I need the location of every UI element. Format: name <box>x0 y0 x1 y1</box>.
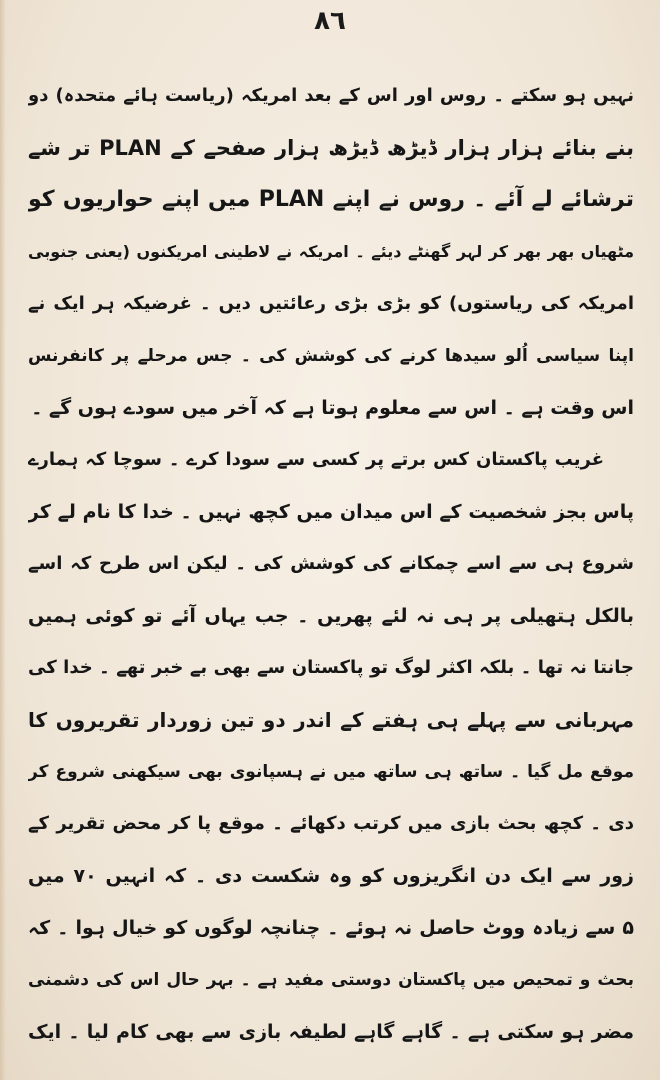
text-line: ۵ سے زیادہ ووٹ حاصل نہ ہوئے ۔ چنانچہ لوگوں کو خیال ہوا ۔ کہ <box>28 917 634 939</box>
text-line: اس وقت ہے ۔ اس سے معلوم ہوتا ہے کہ آخر میں سودے ہوں گے ۔ <box>31 397 634 419</box>
text-line: امریکہ کی ریاستوں) کو بڑی بڑی رعائتیں دیں ۔ غرضیکہ ہر ایک نے <box>28 293 634 314</box>
body-text <box>28 70 634 1058</box>
text-line: مہربانی سے پہلے ہی ہفتے کے اندر دو تین زوردار تقریروں کا <box>28 708 634 732</box>
text-line: جانتا نہ تھا ۔ بلکہ اکثر لوگ تو پاکستان سے بھی بے خبر تھے ۔ خدا کی <box>28 657 634 678</box>
text-line: مٹھیاں بھر بھر کر لہر گھنٹے دیئے ۔ امریکہ نے لاطینی امریکنوں (یعنی جنوبی <box>28 242 634 261</box>
page-number: ٨٦ <box>314 6 346 36</box>
text-line: غریب پاکستان کس برتے پر کسی سے سودا کرے ۔ سوچا کہ ہمارے <box>28 449 604 470</box>
text-line: موقع مل گیا ۔ ساتھ ہی ساتھ میں نے ہسپانوی بھی سیکھنی شروع کر <box>28 762 634 782</box>
text-line: ترشائے لے آئے ۔ روس نے اپنے PLAN میں اپنے حواریوں کو <box>28 187 634 212</box>
text-line: شروع ہی سے اسے چمکانے کی کوشش کی ۔ لیکن اس طرح کہ اسے <box>28 553 634 574</box>
text-line: نہیں ہو سکتے ۔ روس اور اس کے بعد امریکہ (ریاست ہائے متحدہ) دو <box>28 85 634 106</box>
text-line: بالکل ہتھیلی پر ہی نہ لئے پھریں ۔ جب یہاں آئے تو کوئی ہمیں <box>28 605 634 627</box>
text-line: مضر ہو سکتی ہے ۔ گاہے گاہے لطیفہ بازی سے بھی کام لیا ۔ ایک <box>28 1021 634 1043</box>
text-line: بحث و تمحیص میں پاکستان دوستی مفید ہے ۔ بہر حال اس کی دشمنی <box>28 970 634 990</box>
scan-edge-shadow <box>0 0 6 1080</box>
text-line: اپنا سیاسی اُلو سیدھا کرنے کی کوشش کی ۔ جس مرحلے پر کانفرنس <box>28 346 634 366</box>
text-line: بنے بنائے ہزار ہزار ڈیڑھ ڈیڑھ ہزار صفحے کے PLAN تر شے <box>28 136 634 160</box>
text-line: پاس بجز شخصیت کے اس میدان میں کچھ نہیں ۔ خدا کا نام لے کر <box>28 501 634 523</box>
text-line: دی ۔ کچھ بحث بازی میں کرتب دکھائے ۔ موقع پا کر محض تقریر کے <box>28 813 634 834</box>
text-line: زور سے ایک دن انگریزوں کو وہ شکست دی ۔ کہ انہیں ۷۰ میں <box>28 865 634 887</box>
